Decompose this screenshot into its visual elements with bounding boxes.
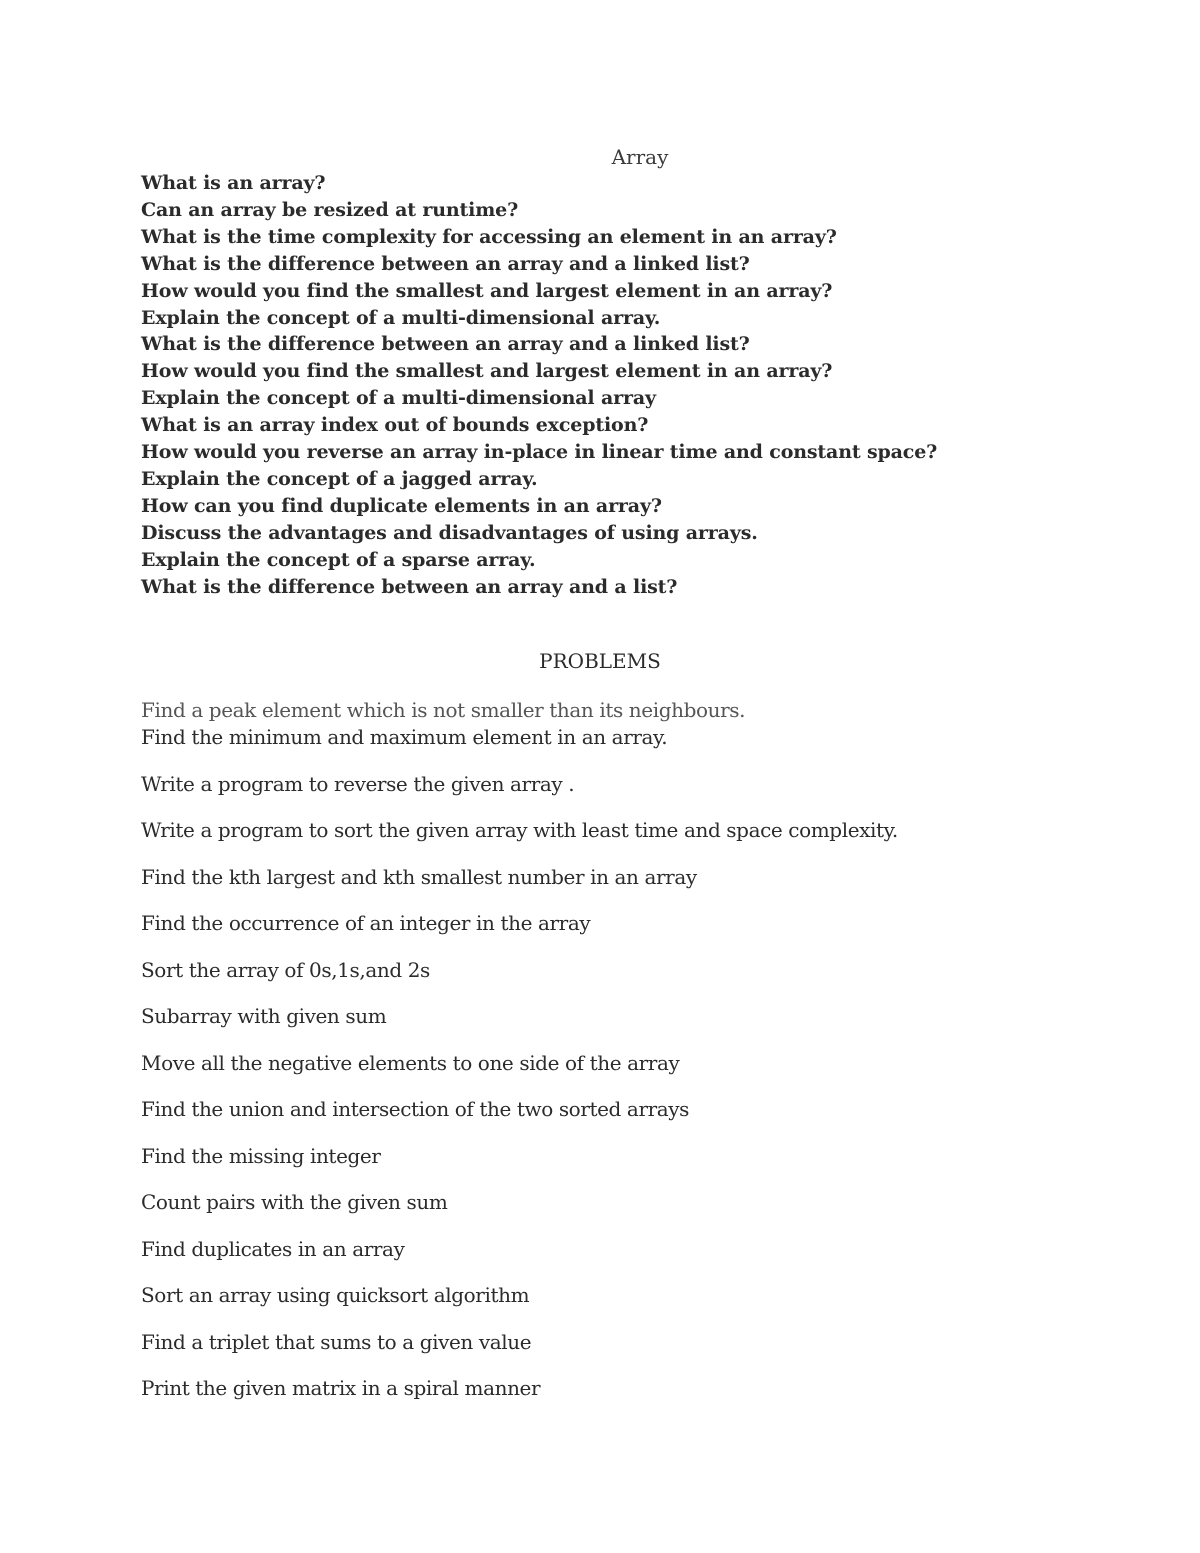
problem-item: Subarray with given sum [141,1004,387,1028]
question-item: What is an array index out of bounds exception? [141,414,649,437]
question-item: What is the difference between an array and a linked list? [141,333,750,356]
questions-list [141,170,1141,601]
question-item: Explain the concept of a multi-dimensional array. [141,306,661,329]
problem-item: Write a program to sort the given array with least time and space complexity. [141,818,898,842]
question-item: How can you find duplicate elements in an array? [141,494,662,517]
question-item: Explain the concept of a multi-dimensional array [141,387,656,410]
problem-item: Find the missing integer [141,1143,381,1168]
question-item: What is the difference between an array and a linked list? [141,252,750,275]
problem-item: Find the occurrence of an integer in the array [141,911,591,935]
problem-item: Find the kth largest and kth smallest number in an array [141,864,697,889]
question-item: How would you find the smallest and largest element in an array? [141,360,833,383]
question-item: How would you find the smallest and largest element in an array? [141,279,833,302]
problem-item: Write a program to reverse the given array . [141,771,575,796]
document-title: Array [611,145,669,169]
problem-item: Sort an array using quicksort algorithm [141,1283,530,1307]
question-item: Explain the concept of a jagged array. [141,467,538,490]
problem-item: Find a peak element which is not smaller than its neighbours. [141,698,746,722]
question-item: What is the difference between an array and a list? [141,575,678,598]
problem-item: Count pairs with the given sum [141,1190,448,1214]
question-item: Discuss the advantages and disadvantages of using arrays. [141,521,758,544]
problem-item: Move all the negative elements to one side of the array [141,1050,680,1075]
question-item: Explain the concept of a sparse array. [141,548,536,571]
question-item: What is an array? [141,172,326,194]
problem-item: Find the minimum and maximum element in an array. [141,725,668,749]
problem-item: Find the union and intersection of the two sorted arrays [141,1097,690,1121]
problem-item: Find a triplet that sums to a given value [141,1329,532,1354]
problem-item: Sort the array of 0s,1s,and 2s [141,957,430,982]
problem-item: Find duplicates in an array [141,1236,405,1261]
question-item: Can an array be resized at runtime? [141,198,519,221]
question-item: What is the time complexity for accessing an element in an array? [141,225,837,248]
problems-list [141,697,1141,1422]
problem-item: Print the given matrix in a spiral manner [141,1376,541,1400]
problems-heading: PROBLEMS [539,649,661,673]
question-item: How would you reverse an array in-place in linear time and constant space? [141,441,938,464]
